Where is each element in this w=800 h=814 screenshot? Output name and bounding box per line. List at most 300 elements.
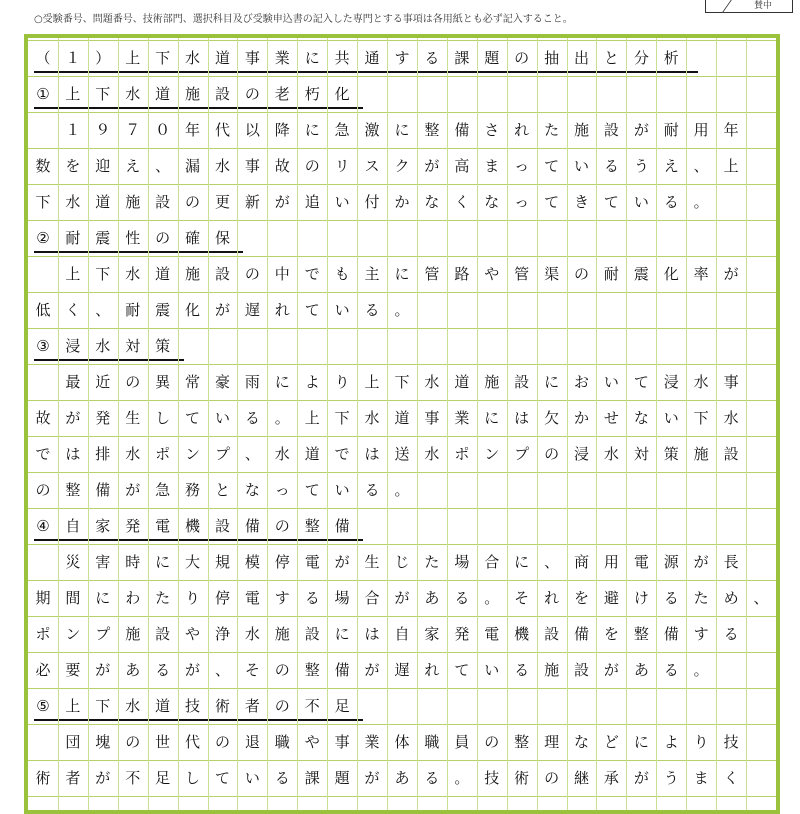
- grid-col-line: [686, 38, 687, 810]
- char-cell: 対: [633, 445, 649, 463]
- char-cell: 化: [185, 301, 201, 319]
- char-cell: 耐: [65, 229, 81, 247]
- char-cell: 耐: [125, 301, 141, 319]
- char-cell: （: [35, 49, 51, 67]
- char-cell: 事: [244, 49, 260, 67]
- char-cell: 管: [424, 265, 440, 283]
- heading-line: [28, 508, 776, 544]
- char-cell: 異: [155, 373, 171, 391]
- char-cell: に: [394, 121, 410, 139]
- char-cell: き: [573, 193, 589, 211]
- answer-sheet: [24, 34, 780, 814]
- char-cell: 題: [484, 49, 500, 67]
- char-cell: ③: [36, 337, 50, 355]
- char-cell: を: [603, 625, 619, 643]
- char-cell: の: [125, 733, 141, 751]
- char-cell: 水: [125, 445, 141, 463]
- char-cell: に: [544, 373, 560, 391]
- char-cell: そ: [244, 661, 260, 679]
- char-cell: の: [274, 517, 290, 535]
- heading-line: [28, 328, 776, 364]
- char-cell: 整: [424, 121, 440, 139]
- char-cell: す: [693, 625, 709, 643]
- char-cell: が: [693, 553, 709, 571]
- char-cell: ン: [185, 445, 201, 463]
- char-cell: 電: [633, 553, 649, 571]
- char-cell: い: [334, 193, 350, 211]
- char-cell: 整: [633, 625, 649, 643]
- char-cell: 、: [544, 553, 560, 571]
- char-cell: い: [573, 157, 589, 175]
- char-cell: が: [185, 661, 201, 679]
- char-cell: 率: [693, 265, 709, 283]
- grid-col-line: [746, 38, 747, 810]
- char-cell: 員: [454, 733, 470, 751]
- char-cell: 術: [514, 769, 530, 787]
- char-cell: が: [65, 409, 81, 427]
- char-cell: 設: [723, 445, 739, 463]
- char-cell: 施: [125, 193, 141, 211]
- char-cell: る: [663, 193, 679, 211]
- char-cell: 共: [334, 49, 350, 67]
- char-cell: 道: [214, 49, 230, 67]
- char-cell: 策: [155, 337, 171, 355]
- char-cell: 技: [484, 769, 500, 787]
- char-cell: 備: [573, 625, 589, 643]
- grid-col-line: [716, 38, 717, 810]
- heading-line: [28, 40, 776, 76]
- char-cell: 中: [274, 265, 290, 283]
- char-cell: の: [484, 733, 500, 751]
- char-cell: の: [125, 373, 141, 391]
- char-cell: 下: [693, 409, 709, 427]
- grid-col-line: [596, 38, 597, 810]
- text-line: [28, 400, 776, 436]
- text-line: [28, 292, 776, 328]
- char-cell: 水: [364, 409, 380, 427]
- char-cell: 道: [304, 445, 320, 463]
- char-cell: か: [394, 193, 410, 211]
- heading-line: [28, 76, 776, 112]
- char-cell: 備: [454, 121, 470, 139]
- grid-col-line: [417, 38, 418, 810]
- char-cell: て: [214, 769, 230, 787]
- char-cell: 用: [603, 553, 619, 571]
- char-cell: 更: [214, 193, 230, 211]
- char-cell: 保: [214, 229, 230, 247]
- char-cell: 高: [454, 157, 470, 175]
- char-cell: 発: [454, 625, 470, 643]
- text-line: [28, 364, 776, 400]
- char-cell: に: [95, 589, 111, 607]
- char-cell: 継: [573, 769, 589, 787]
- char-cell: ポ: [454, 445, 470, 463]
- char-cell: に: [484, 409, 500, 427]
- char-cell: 源: [663, 553, 679, 571]
- char-cell: る: [274, 769, 290, 787]
- char-cell: に: [633, 733, 649, 751]
- char-cell: 家: [424, 625, 440, 643]
- char-cell: 浸: [663, 373, 679, 391]
- char-cell: ①: [36, 85, 50, 103]
- char-cell: 新: [244, 193, 260, 211]
- char-cell: １: [65, 49, 81, 67]
- char-cell: い: [603, 373, 619, 391]
- char-cell: が: [364, 661, 380, 679]
- char-cell: 下: [95, 265, 111, 283]
- text-line: [28, 436, 776, 472]
- char-cell: 最: [65, 373, 81, 391]
- char-cell: 性: [125, 229, 141, 247]
- char-cell: に: [514, 553, 530, 571]
- char-cell: 、: [753, 589, 769, 607]
- char-cell: 水: [244, 625, 260, 643]
- char-cell: 避: [603, 589, 619, 607]
- char-cell: が: [723, 265, 739, 283]
- char-cell: 水: [125, 265, 141, 283]
- char-cell: 管: [514, 265, 530, 283]
- char-cell: 上: [65, 697, 81, 715]
- char-cell: 設: [304, 625, 320, 643]
- char-cell: 化: [334, 85, 350, 103]
- char-cell: 渠: [544, 265, 560, 283]
- char-cell: 、: [244, 445, 260, 463]
- grid-row-line: [28, 760, 776, 761]
- grid-row-line: [28, 256, 776, 257]
- char-cell: 期: [35, 589, 51, 607]
- char-cell: て: [304, 301, 320, 319]
- char-cell: お: [573, 373, 589, 391]
- char-cell: 年: [723, 121, 739, 139]
- char-cell: て: [633, 373, 649, 391]
- char-cell: 耐: [663, 121, 679, 139]
- char-cell: ⑤: [36, 697, 50, 715]
- char-cell: 事: [334, 733, 350, 751]
- char-cell: ま: [484, 157, 500, 175]
- char-cell: 。: [484, 589, 500, 607]
- char-cell: て: [544, 193, 560, 211]
- char-cell: 備: [334, 517, 350, 535]
- grid-col-line: [567, 38, 568, 810]
- grid-row-line: [28, 328, 776, 329]
- char-cell: 近: [95, 373, 111, 391]
- char-cell: 激: [364, 121, 380, 139]
- grid-row-line: [28, 472, 776, 473]
- char-cell: や: [484, 265, 500, 283]
- char-cell: な: [424, 193, 440, 211]
- char-cell: 必: [35, 661, 51, 679]
- char-cell: る: [603, 157, 619, 175]
- char-cell: は: [65, 445, 81, 463]
- grid-row-line: [28, 148, 776, 149]
- char-cell: の: [274, 661, 290, 679]
- char-cell: す: [274, 589, 290, 607]
- text-line: [28, 148, 776, 184]
- char-cell: 水: [693, 373, 709, 391]
- grid-col-line: [267, 38, 268, 810]
- char-cell: い: [663, 409, 679, 427]
- grid-row-line: [28, 508, 776, 509]
- char-cell: う: [663, 769, 679, 787]
- text-line: [28, 652, 776, 688]
- char-cell: 設: [603, 121, 619, 139]
- char-cell: い: [214, 409, 230, 427]
- char-cell: が: [424, 157, 440, 175]
- char-cell: 備: [334, 661, 350, 679]
- grid-row-line: [28, 40, 776, 41]
- char-cell: 術: [214, 697, 230, 715]
- char-cell: 朽: [304, 85, 320, 103]
- char-cell: 路: [454, 265, 470, 283]
- char-cell: る: [454, 589, 470, 607]
- char-cell: が: [214, 301, 230, 319]
- char-cell: 術: [35, 769, 51, 787]
- char-cell: 抽: [544, 49, 560, 67]
- char-cell: 、: [214, 661, 230, 679]
- heading-line: [28, 688, 776, 724]
- char-cell: な: [244, 481, 260, 499]
- char-cell: 設: [544, 625, 560, 643]
- char-cell: 不: [304, 697, 320, 715]
- char-cell: な: [633, 409, 649, 427]
- char-cell: 道: [155, 697, 171, 715]
- char-cell: が: [633, 769, 649, 787]
- grid-row-line: [28, 436, 776, 437]
- char-cell: 追: [304, 193, 320, 211]
- char-cell: 遅: [394, 661, 410, 679]
- char-cell: う: [633, 157, 649, 175]
- char-cell: 上: [65, 265, 81, 283]
- char-cell: 施: [544, 661, 560, 679]
- grid-col-line: [148, 38, 149, 810]
- char-cell: 道: [155, 265, 171, 283]
- char-cell: あ: [394, 769, 410, 787]
- grid-col-line: [88, 38, 89, 810]
- char-cell: 故: [35, 409, 51, 427]
- grid-col-line: [237, 38, 238, 810]
- char-cell: 設: [514, 373, 530, 391]
- char-cell: 雨: [244, 373, 260, 391]
- char-cell: る: [155, 661, 171, 679]
- char-cell: 。: [454, 769, 470, 787]
- char-cell: る: [364, 301, 380, 319]
- char-cell: 長: [723, 553, 739, 571]
- grid-col-line: [178, 38, 179, 810]
- char-cell: 急: [155, 481, 171, 499]
- char-cell: よ: [663, 733, 679, 751]
- char-cell: に: [155, 553, 171, 571]
- char-cell: ９: [95, 121, 111, 139]
- char-cell: が: [95, 769, 111, 787]
- char-cell: 自: [65, 517, 81, 535]
- char-cell: り: [693, 733, 709, 751]
- text-line: [28, 472, 776, 508]
- char-cell: 停: [274, 553, 290, 571]
- char-cell: く: [723, 769, 739, 787]
- char-cell: 要: [65, 661, 81, 679]
- char-cell: 災: [65, 553, 81, 571]
- char-cell: す: [394, 49, 410, 67]
- char-cell: 、: [95, 301, 111, 319]
- char-cell: 理: [544, 733, 560, 751]
- char-cell: 上: [125, 49, 141, 67]
- instruction-text: ○受験番号、問題番号、技術部門、選択科目及び受験申込書の記入した専門とする事項は各用紙とも必ず記入すること。: [34, 14, 573, 25]
- char-cell: る: [723, 625, 739, 643]
- char-cell: 電: [244, 589, 260, 607]
- char-cell: が: [334, 553, 350, 571]
- char-cell: 間: [65, 589, 81, 607]
- char-cell: 。: [693, 193, 709, 211]
- char-cell: 送: [394, 445, 410, 463]
- char-cell: 析: [663, 49, 679, 67]
- char-cell: い: [334, 481, 350, 499]
- char-cell: 浄: [214, 625, 230, 643]
- char-cell: は: [364, 445, 380, 463]
- char-cell: の: [155, 229, 171, 247]
- text-line: [28, 112, 776, 148]
- char-cell: 水: [723, 409, 739, 427]
- char-cell: 、: [693, 157, 709, 175]
- char-cell: る: [514, 661, 530, 679]
- char-cell: 自: [394, 625, 410, 643]
- char-cell: 化: [663, 265, 679, 283]
- char-cell: 設: [214, 517, 230, 535]
- char-cell: 下: [95, 697, 111, 715]
- char-cell: 規: [214, 553, 230, 571]
- char-cell: 降: [274, 121, 290, 139]
- char-cell: 急: [334, 121, 350, 139]
- char-cell: 。: [274, 409, 290, 427]
- char-cell: も: [334, 265, 350, 283]
- char-cell: ン: [65, 625, 81, 643]
- char-cell: 付: [364, 193, 380, 211]
- char-cell: れ: [544, 589, 560, 607]
- char-cell: 道: [155, 85, 171, 103]
- char-cell: 合: [364, 589, 380, 607]
- text-line: [28, 616, 776, 652]
- grid-row-line: [28, 652, 776, 653]
- char-cell: 主: [364, 265, 380, 283]
- char-cell: 上: [723, 157, 739, 175]
- char-cell: 不: [125, 769, 141, 787]
- char-cell: で: [334, 445, 350, 463]
- char-cell: 遅: [244, 301, 260, 319]
- char-cell: 施: [185, 265, 201, 283]
- char-cell: け: [633, 589, 649, 607]
- char-cell: プ: [95, 625, 111, 643]
- char-cell: て: [454, 661, 470, 679]
- char-cell: っ: [514, 157, 530, 175]
- heading-underline: [34, 539, 363, 541]
- grid-row-line: [28, 76, 776, 77]
- char-cell: 策: [663, 445, 679, 463]
- char-cell: 代: [185, 733, 201, 751]
- grid-row-line: [28, 544, 776, 545]
- grid-col-line: [118, 38, 119, 810]
- text-line: [28, 580, 776, 616]
- char-cell: ク: [394, 157, 410, 175]
- char-cell: 水: [125, 85, 141, 103]
- char-cell: め: [723, 589, 739, 607]
- char-cell: 出: [573, 49, 589, 67]
- char-cell: 。: [394, 481, 410, 499]
- char-cell: 整: [65, 481, 81, 499]
- char-cell: わ: [125, 589, 141, 607]
- char-cell: 整: [304, 517, 320, 535]
- char-cell: 発: [95, 409, 111, 427]
- char-cell: の: [35, 481, 51, 499]
- char-cell: 体: [394, 733, 410, 751]
- heading-underline: [34, 251, 243, 253]
- char-cell: に: [394, 265, 410, 283]
- text-line: [28, 256, 776, 292]
- char-cell: 業: [274, 49, 290, 67]
- char-cell: な: [573, 733, 589, 751]
- char-cell: 。: [394, 301, 410, 319]
- char-cell: る: [663, 589, 679, 607]
- char-cell: と: [214, 481, 230, 499]
- char-cell: ０: [155, 121, 171, 139]
- heading-line: [28, 220, 776, 256]
- char-cell: が: [394, 589, 410, 607]
- char-cell: 職: [424, 733, 440, 751]
- char-cell: 水: [65, 193, 81, 211]
- char-cell: 事: [723, 373, 739, 391]
- grid-row-line: [28, 364, 776, 365]
- char-cell: 施: [484, 373, 500, 391]
- text-line: [28, 184, 776, 220]
- char-cell: 道: [454, 373, 470, 391]
- char-cell: く: [454, 193, 470, 211]
- char-cell: を: [65, 157, 81, 175]
- grid-col-line: [327, 38, 328, 810]
- heading-underline: [34, 71, 698, 73]
- char-cell: 震: [633, 265, 649, 283]
- char-cell: 題: [334, 769, 350, 787]
- char-cell: 低: [35, 301, 51, 319]
- heading-underline: [34, 107, 363, 109]
- char-cell: 道: [394, 409, 410, 427]
- char-cell: 業: [454, 409, 470, 427]
- char-cell: あ: [424, 589, 440, 607]
- char-cell: 備: [95, 481, 111, 499]
- char-cell: ④: [36, 517, 50, 535]
- char-cell: 商: [573, 553, 589, 571]
- char-cell: プ: [214, 445, 230, 463]
- char-cell: 浸: [573, 445, 589, 463]
- char-cell: 大: [185, 553, 201, 571]
- char-cell: や: [304, 733, 320, 751]
- char-cell: て: [544, 157, 560, 175]
- char-cell: 、: [155, 157, 171, 175]
- char-cell: に: [304, 49, 320, 67]
- char-cell: 水: [424, 445, 440, 463]
- char-cell: 模: [244, 553, 260, 571]
- char-cell: 事: [424, 409, 440, 427]
- char-cell: よ: [304, 373, 320, 391]
- char-cell: 者: [244, 697, 260, 715]
- char-cell: く: [65, 301, 81, 319]
- char-cell: 世: [155, 733, 171, 751]
- char-cell: が: [95, 661, 111, 679]
- heading-underline: [34, 359, 184, 361]
- char-cell: 確: [185, 229, 201, 247]
- char-cell: い: [334, 301, 350, 319]
- char-cell: 生: [125, 409, 141, 427]
- char-cell: 足: [155, 769, 171, 787]
- char-cell: 数: [35, 157, 51, 175]
- char-cell: 退: [244, 733, 260, 751]
